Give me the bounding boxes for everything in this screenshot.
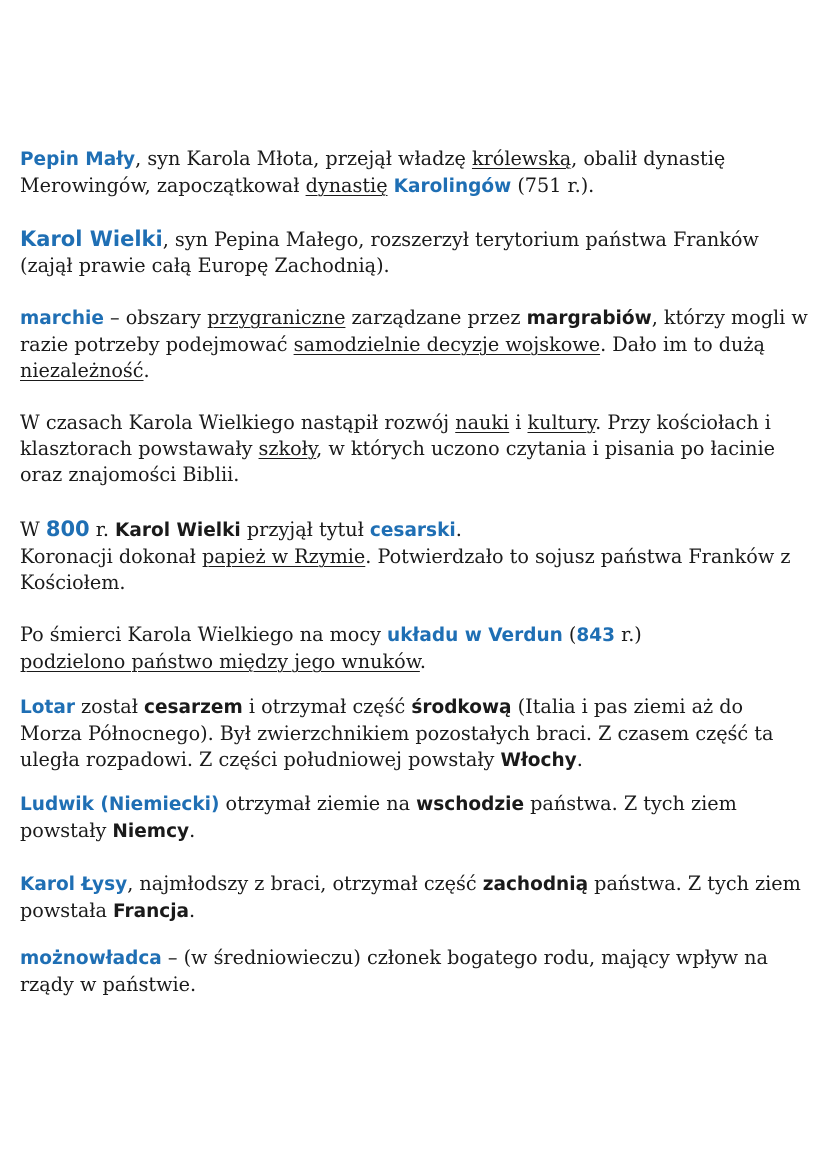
paragraph-rozwoj-nauki xyxy=(20,410,810,488)
paragraph-verdun xyxy=(20,622,810,675)
text: , syn Pepina Małego, rozszerzył terytorium państwa Franków (zajął prawie całą Europę Zachodnią). xyxy=(20,228,759,277)
term-karol-lysy: Karol Łysy xyxy=(20,874,128,895)
term-pepin-maly: Pepin Mały xyxy=(20,149,136,170)
underlined-term: szkoły xyxy=(258,437,317,460)
text: . Potwierdzało to sojusz państwa Franków z Kościołem. xyxy=(20,545,791,594)
term-wlochy: Włochy xyxy=(500,750,577,771)
year-843: 843 xyxy=(576,625,616,646)
text: , obalił dynastię Merowingów, zapoczątkował xyxy=(20,147,726,197)
term-zachodnia: zachodnią xyxy=(482,874,589,895)
paragraph-ludwik xyxy=(20,791,810,845)
text: , najmłodszy z braci, otrzymał część xyxy=(127,872,483,895)
term-karolingow: Karolingów xyxy=(393,176,512,197)
paragraph-marchie xyxy=(20,305,810,384)
text: – (w średniowieczu) członek bogatego rodu, mający wpływ na rządy w państwie. xyxy=(20,946,768,996)
paragraph-lotar xyxy=(20,694,810,774)
text: Po śmierci Karola Wielkiego na mocy xyxy=(20,623,388,646)
text: . xyxy=(576,748,583,771)
paragraph-karol-wielki xyxy=(20,226,810,279)
term-cesarski: cesarski xyxy=(369,520,456,541)
paragraph-karol-lysy xyxy=(20,871,810,925)
term-wschodzie: wschodzie xyxy=(416,794,525,815)
term-margrabiow: margrabiów xyxy=(526,308,652,329)
text: państwa. Z tych ziem powstały xyxy=(20,792,737,842)
underlined-term: niezależność xyxy=(20,359,144,382)
text: . Przy kościołach i klasztorach powstawały xyxy=(20,411,771,460)
term-karol-wielki: Karol Wielki xyxy=(20,227,163,251)
underlined-term: królewską xyxy=(471,147,572,170)
term-marchie: marchie xyxy=(20,308,104,329)
text: – obszary xyxy=(103,306,208,329)
paragraph-koronacja xyxy=(20,516,810,596)
text: , którzy mogli w razie potrzeby podejmować xyxy=(20,306,808,356)
term-cesarzem: cesarzem xyxy=(144,697,243,718)
text: , syn Karola Młota, przejął władzę xyxy=(135,147,472,170)
text: przyjął tytuł xyxy=(240,518,370,541)
text: otrzymał ziemie na xyxy=(219,792,417,815)
text: . Dało im to dużą xyxy=(600,333,765,356)
term-srodkowa: środkową xyxy=(411,697,512,718)
paragraph-moznowladca xyxy=(20,945,810,998)
text: . xyxy=(455,518,462,541)
term-francja: Francja xyxy=(113,901,190,922)
underlined-term: nauki xyxy=(455,411,510,434)
text: W czasach Karola Wielkiego nastąpił rozwój xyxy=(20,411,456,434)
text: (751 r.). xyxy=(511,174,595,197)
term-uklad-verdun: układu w Verdun xyxy=(387,625,563,646)
text: został xyxy=(74,695,145,718)
text: zarządzane przez xyxy=(345,306,527,329)
underlined-term: przygraniczne xyxy=(207,306,346,329)
text: ( xyxy=(562,623,577,646)
text: . xyxy=(189,899,196,922)
underlined-term: podzielono państwo między jego wnuków xyxy=(20,650,420,673)
text: państwa. Z tych ziem powstała xyxy=(20,872,801,922)
term-lotar: Lotar xyxy=(20,697,75,718)
text: . xyxy=(419,650,426,673)
text: i otrzymał część xyxy=(242,695,412,718)
text: . xyxy=(189,819,196,842)
text: r. xyxy=(89,518,116,541)
term-ludwik: Ludwik (Niemiecki) xyxy=(20,794,220,815)
text: (Italia i pas ziemi aż do Morza Północnego). Był zwierzchnikiem pozostałych braci. Z czasem część ta uległa rozpadowi. Z części południowej powstały xyxy=(20,695,774,771)
paragraph-pepin xyxy=(20,146,810,200)
text: i xyxy=(509,411,528,434)
text: . xyxy=(143,359,150,382)
text: Koronacji dokonał xyxy=(20,545,202,568)
text: r.) xyxy=(615,623,642,646)
underlined-term: samodzielnie decyzje wojskowe xyxy=(293,333,601,356)
term-niemcy: Niemcy xyxy=(112,821,190,842)
year-800: 800 xyxy=(45,517,90,541)
text: , w których uczono czytania i pisania po łacinie oraz znajomości Biblii. xyxy=(20,437,775,486)
underlined-term: dynastię xyxy=(305,174,388,197)
underlined-term: papież w Rzymie xyxy=(201,545,366,568)
term-moznowladca: możnowładca xyxy=(20,948,162,969)
text: W xyxy=(20,518,46,541)
term-karol-wielki: Karol Wielki xyxy=(115,520,241,541)
underlined-term: kultury xyxy=(527,411,596,434)
